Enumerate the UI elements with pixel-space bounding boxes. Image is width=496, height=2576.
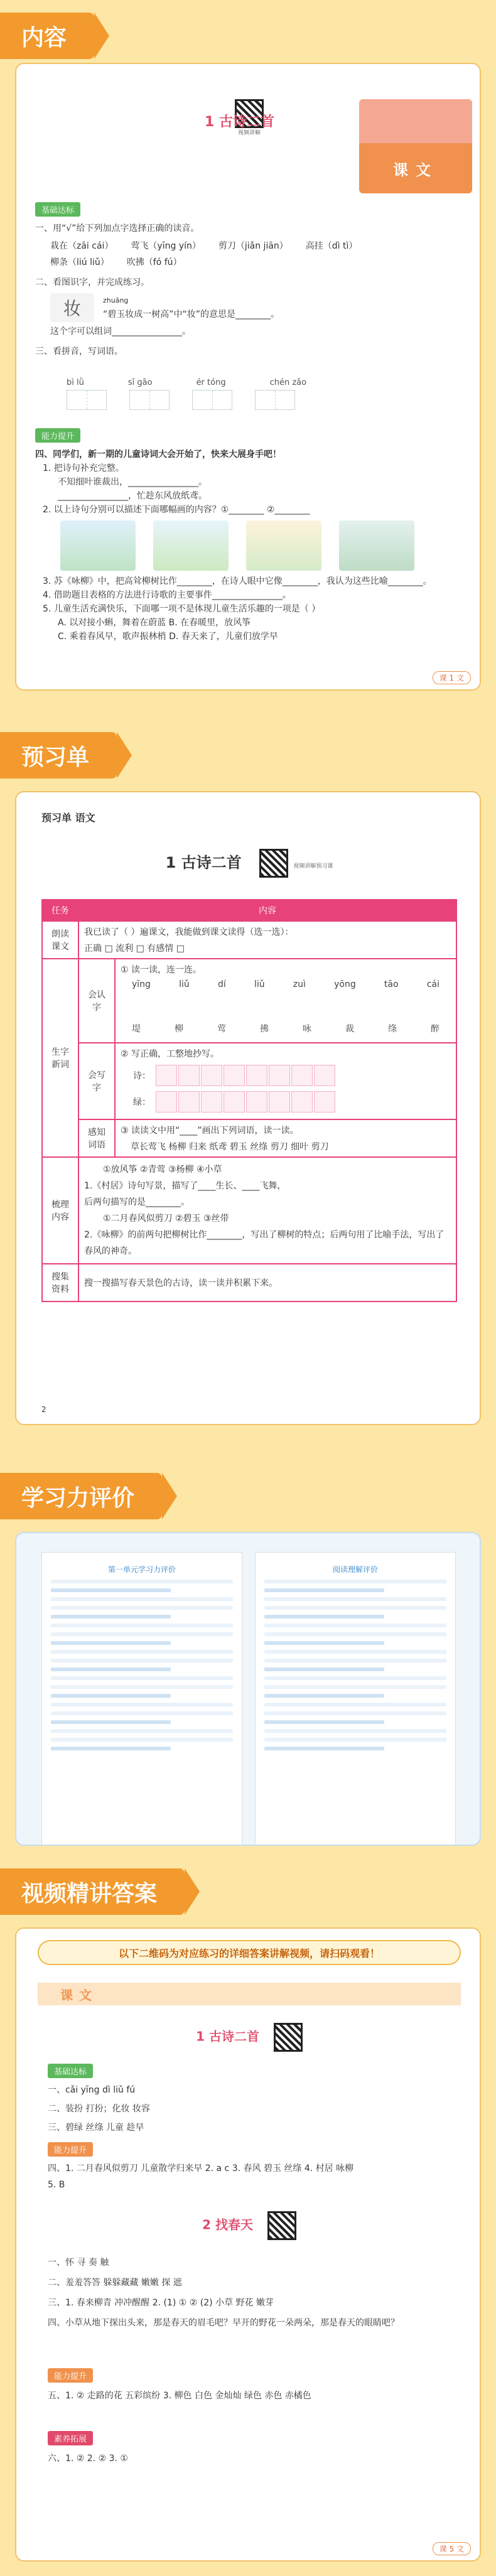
illustration-d: [339, 520, 414, 571]
preview-title: 1 古诗二首 视频讲解预习课: [16, 849, 481, 878]
q3-pinyin: bì lǜ: [67, 378, 84, 387]
answers-card: [15, 1927, 481, 2562]
illustration-c: [246, 520, 321, 571]
write-instruction: ② 写正确，工整地抄写。: [121, 1049, 220, 1059]
section-content: [0, 0, 496, 709]
hanzi-item[interactable]: 柳: [175, 1024, 183, 1034]
hanzi-item[interactable]: 堤: [132, 1024, 141, 1034]
tag-basic: 基础达标: [48, 2064, 93, 2078]
question-1: 一、用“√”给下列加点字选择正确的读音。: [35, 224, 200, 234]
illustration-a: [60, 520, 136, 571]
q4-line: 3. 苏《咏柳》中，把高耸柳树比作________，在诗人眼中它像________，我认为这些比喻________。: [43, 576, 432, 586]
character-illustration: 妆: [50, 293, 94, 322]
section-label-answers: 视频精讲答案: [0, 1868, 185, 1915]
q1-item[interactable]: 高挂（dì tì）: [305, 241, 358, 251]
q1-item[interactable]: 吹拂（fó fú）: [126, 257, 182, 267]
row-label-langdu: 朗读课文: [42, 921, 78, 959]
row-label-shengzi: 生字新词: [42, 959, 78, 1157]
section-label-preview: 预习单: [0, 732, 117, 779]
row-label-ganzhi: 感知词语: [78, 1119, 115, 1157]
ganzhi-instruction: ③ 读读文中用“____”画出下列词语，读一读。: [121, 1126, 299, 1136]
pinyin-instruction: ① 读一读，连一连。: [121, 965, 202, 975]
q3-pinyin: sī gāo: [127, 378, 153, 387]
answer-title-1: 1 古诗二首: [16, 2023, 481, 2052]
row-label-huiren: 会认字: [78, 959, 115, 1043]
write-shi-label: 诗：: [133, 1071, 151, 1081]
shuli-p2: 后两句描写的是________。: [84, 1197, 190, 1207]
pinyin-item[interactable]: yōng: [334, 979, 356, 989]
write-box[interactable]: [192, 390, 232, 410]
q2-line: “碧玉妆成一树高”中“妆”的意思是________。: [103, 310, 280, 320]
tag-basic: 基础达标: [35, 202, 80, 217]
question-2: 二、看图识字，并完成练习。: [35, 278, 149, 288]
q4-line: 不知细叶谁裁出，________________。: [58, 477, 207, 487]
sousuo-text: 搜一搜描写春天景色的古诗，读一读并积累下来。: [78, 1264, 456, 1301]
q2-line2: 这个字可以组词________________。: [50, 326, 191, 337]
answer-line: 一、cǎi yīng dì liǔ fú: [48, 2085, 136, 2095]
evaluation-paper-2[interactable]: [255, 1552, 456, 1846]
pinyin-item[interactable]: dí: [217, 979, 226, 989]
page-badge: 课 1 文: [433, 671, 471, 684]
answer-line: 二、羞羞答答 躲躲藏藏 嫩嫩 探 遮: [48, 2278, 182, 2288]
pinyin-item[interactable]: tāo: [384, 979, 399, 989]
paper-title: 阅读理解评价: [332, 1565, 378, 1574]
lesson-title: 1 古诗二首: [205, 114, 274, 130]
kewen-label: 课文: [359, 143, 472, 193]
answers-kewen: 课文: [38, 1983, 461, 2005]
write-box[interactable]: [255, 390, 295, 410]
tag-ability-2: 能力提升: [48, 2368, 93, 2383]
answer-line: 四、1. 二月春风似剪刀 儿童散学归来早 2. a c 3. 春风 碧玉 丝绦 4. 村居 咏柳: [48, 2164, 354, 2174]
paper-title: 第一单元学习力评价: [107, 1565, 176, 1574]
q4-line: 5. 儿童生活充满快乐，下面哪一项不是体现儿童生活乐趣的一项是（ ）: [43, 604, 321, 614]
shuli-p3: ①二月春风似剪刀 ②碧玉 ③丝带: [103, 1214, 229, 1224]
preview-table: [41, 899, 457, 1302]
row-label-sousuo: 搜集资料: [42, 1264, 78, 1301]
row-label-huixie: 会写字: [78, 1043, 115, 1119]
content-card: [15, 63, 481, 691]
qr-caption: 视频讲解: [237, 130, 261, 136]
question-3: 三、看拼音，写词语。: [35, 347, 123, 357]
qr-code[interactable]: [274, 2023, 303, 2052]
tag-ability: 能力提升: [48, 2142, 93, 2157]
section-preview: [0, 722, 496, 1450]
answer-line: 5. B: [48, 2180, 65, 2190]
q1-item[interactable]: 柳条（liú liǔ）: [50, 257, 109, 267]
write-box[interactable]: [129, 390, 170, 410]
hanzi-item[interactable]: 莺: [217, 1024, 226, 1034]
q2-pinyin: zhuāng: [103, 296, 129, 304]
answer-line: 二、装扮 打扮；化妆 妆容: [48, 2104, 150, 2114]
answer-line: 三、碧绿 丝绦 儿童 趁早: [48, 2123, 144, 2133]
tag-ability: 能力提升: [35, 428, 80, 443]
q4-line[interactable]: C. 乘着春风早，歌声振林梢 D. 春天来了，儿童们放学早: [58, 632, 278, 642]
qr-code[interactable]: [267, 2211, 296, 2240]
pinyin-item[interactable]: zuì: [293, 979, 306, 989]
q1-item[interactable]: 莺飞（yīng yín）: [131, 241, 201, 251]
q3-pinyin: chén zǎo: [269, 378, 307, 387]
qr-caption: 视频讲解预习课: [293, 863, 333, 870]
shuli-p4: 2.《咏柳》的前两句把柳树比作________，写出了柳树的特点；后两句用了比喻手法，写出了春风的神奇。: [84, 1230, 445, 1256]
evaluation-card: [15, 1532, 481, 1846]
section-evaluation: [0, 1463, 496, 1852]
write-box[interactable]: [67, 390, 107, 410]
col-content: 内容: [78, 900, 456, 921]
q1-item[interactable]: 栽在（zāi cái）: [50, 241, 114, 251]
q4-line: 1. 把诗句补充完整。: [43, 463, 124, 473]
langdu-line2[interactable]: 正确 □ 流利 □ 有感情 □: [84, 944, 185, 954]
writing-grid[interactable]: [156, 1091, 335, 1113]
hanzi-item[interactable]: 拂: [260, 1024, 269, 1034]
section-label-content: 内容: [0, 13, 94, 59]
q3-pinyin: ér tóng: [196, 378, 226, 387]
illustration-b: [153, 520, 229, 571]
writing-grid[interactable]: [156, 1065, 335, 1086]
q1-item[interactable]: 剪刀（jiǎn jiān）: [218, 241, 288, 251]
answer-line: 四、小草从地下探出头来，那是春天的眉毛吧？早开的野花一朵两朵，那是春天的眼睛吧？: [48, 2318, 399, 2328]
pinyin-item[interactable]: liǔ: [179, 979, 190, 989]
hanzi-item[interactable]: 咏: [303, 1024, 311, 1034]
evaluation-paper-1[interactable]: [41, 1552, 242, 1846]
page-number: 2: [41, 1405, 46, 1414]
preview-header: 预习单 语文: [41, 812, 95, 824]
pinyin-item[interactable]: liǔ: [254, 979, 265, 989]
preview-card: [15, 791, 481, 1425]
answer-title-2: 2 找春天: [16, 2211, 481, 2240]
write-lv-label: 绿：: [133, 1097, 151, 1107]
section-label-evaluation: 学习力评价: [0, 1473, 162, 1519]
question-4: 四、同学们，新一期的儿童诗词大会开始了，快来大展身手吧！: [35, 450, 281, 460]
answers-banner: 以下二维码为对应练习的详细答案讲解视频，请扫码观看！: [38, 1940, 461, 1965]
langdu-line1: 我已读了（ ）遍课文，我能做到课文读得（选一选）：: [84, 927, 294, 937]
ganzhi-words: 草长莺飞 杨柳 归来 纸鸢 碧玉 丝绦 剪刀 细叶 剪刀: [131, 1142, 329, 1152]
pinyin-item[interactable]: cái: [426, 979, 439, 989]
shuli-options: ①放风筝 ②青莺 ③杨柳 ④小草: [103, 1165, 222, 1175]
hanzi-item[interactable]: 醉: [431, 1024, 439, 1034]
hanzi-item[interactable]: 绦: [388, 1024, 397, 1034]
row-label-shuli: 梳理内容: [42, 1157, 78, 1264]
answer-line: 六、1. ② 2. ② 3. ①: [48, 2454, 128, 2464]
q4-line: ________________，忙趁东风放纸鸢。: [58, 491, 207, 501]
shuli-p1: 1.《村居》诗句写景，描写了____生长、____飞舞，: [84, 1181, 286, 1191]
q4-line[interactable]: A. 以对接小蝌，舞着在蔚蓝 B. 在春暖里，放风筝: [58, 618, 251, 628]
page-badge: 课 5 文: [433, 2542, 471, 2555]
answer-line: 三、1. 春来柳青 冲冲醒醒 2. (1) ① ② (2) 小草 野花 嫩芽: [48, 2298, 274, 2308]
q4-line: 2. 以上诗句分别可以描述下面哪幅画的内容？①________ ②________: [43, 505, 310, 515]
answer-line: 一、怀 寻 奏 触: [48, 2258, 109, 2268]
hanzi-item[interactable]: 裁: [345, 1024, 354, 1034]
section-answers: [0, 1858, 496, 2576]
qr-code[interactable]: [259, 849, 288, 878]
kewen-badge: [359, 99, 472, 193]
col-task: 任务: [42, 900, 78, 921]
q4-line: 4. 借助题目表格的方法进行诗歌的主要事件________________。: [43, 590, 291, 600]
pinyin-item[interactable]: yīng: [132, 979, 151, 989]
answer-line: 五、1. ② 走路的花 五彩缤纷 3. 柳色 白色 金灿灿 绿色 赤色 赤橘色: [48, 2391, 311, 2401]
tag-quality: 素养拓展: [48, 2431, 93, 2445]
